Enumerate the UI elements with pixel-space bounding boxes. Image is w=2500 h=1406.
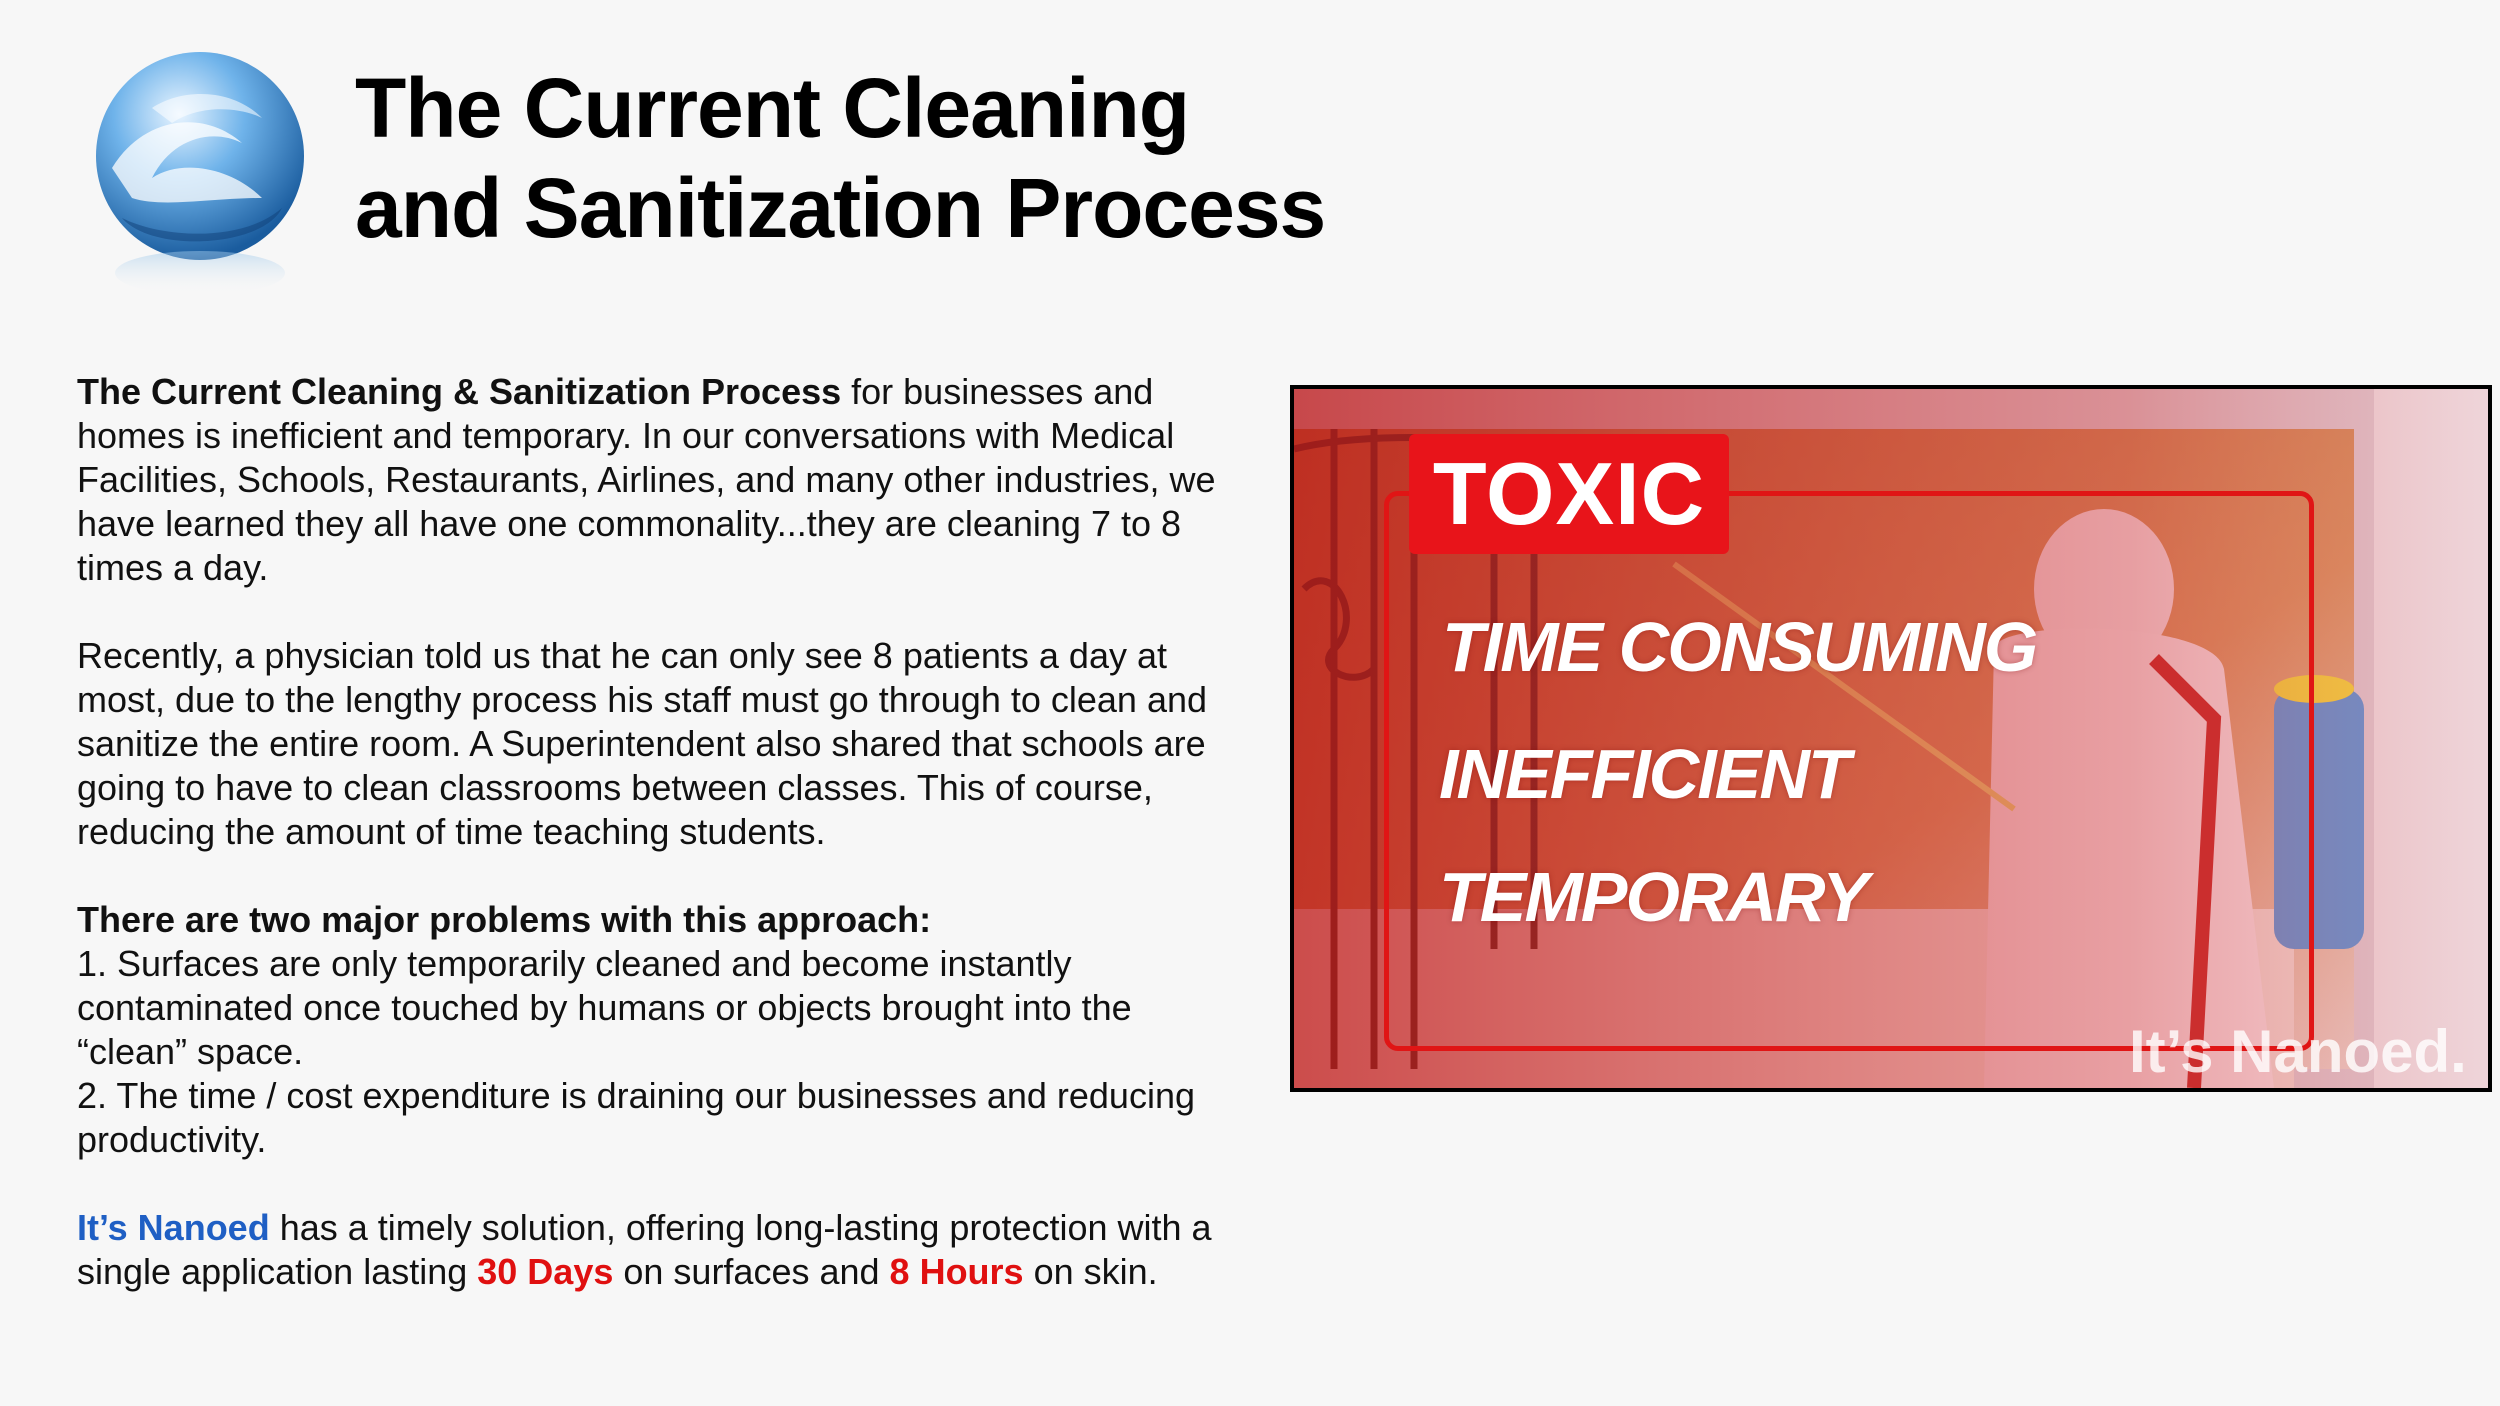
sanitization-photo [1290,385,2492,1092]
overlay-word-temporary: TEMPORARY [1439,858,1867,936]
title-line-1: The Current Cleaning [355,61,1190,155]
physician-paragraph: Recently, a physician told us that he can only see 8 patients a day at most, due to the lengthy process his staff must go through to clean and sanitize the entire room. A Superintendent also shared that schools are going to have to clean classrooms between classes. This of course, reducing the amount of time teaching students. [77,635,1208,852]
brand-watermark: It’s Nanoed. [2129,1018,2467,1085]
toxic-badge: TOXIC [1409,434,1729,554]
days-highlight: 30 Days [477,1251,614,1292]
title-line-2: and Sanitization Process [355,161,1326,255]
intro-bold: The Current Cleaning & Sanitization Process [77,371,842,412]
hours-highlight: 8 Hours [889,1251,1024,1292]
intro-rest: for businesses and homes is inefficient and temporary. In our conversations with Medical Facilities, Schools, Restaurants, Airlines, and many other industries, we have learned they all have one commonality...they are cleaning 7 to 8 times a day. [77,371,1216,588]
intro-paragraph [77,370,1237,590]
slide-title [355,58,1455,258]
body-text [77,370,1237,1294]
problem-item-1: 1. Surfaces are only temporarily cleaned and become instantly contaminated once touched by humans or objects brought into the “clean” space. [77,943,1132,1072]
overlay-word-inefficient: INEFFICIENT [1439,735,1849,813]
problems-heading: There are two major problems with this approach: [77,899,932,940]
water-globe-logo [92,48,314,300]
solution-paragraph: It’s Nanoed has a timely solution, offering long-lasting protection with a single application lasting 30 Days on surfaces and 8 Hours on skin. [77,1207,1212,1292]
brand-name: It’s Nanoed [77,1207,270,1248]
water-globe-icon [92,48,314,300]
overlay-word-time-consuming: TIME CONSUMING [1442,608,2037,686]
problem-item-2: 2. The time / cost expenditure is draining our businesses and reducing productivity. [77,1075,1195,1160]
